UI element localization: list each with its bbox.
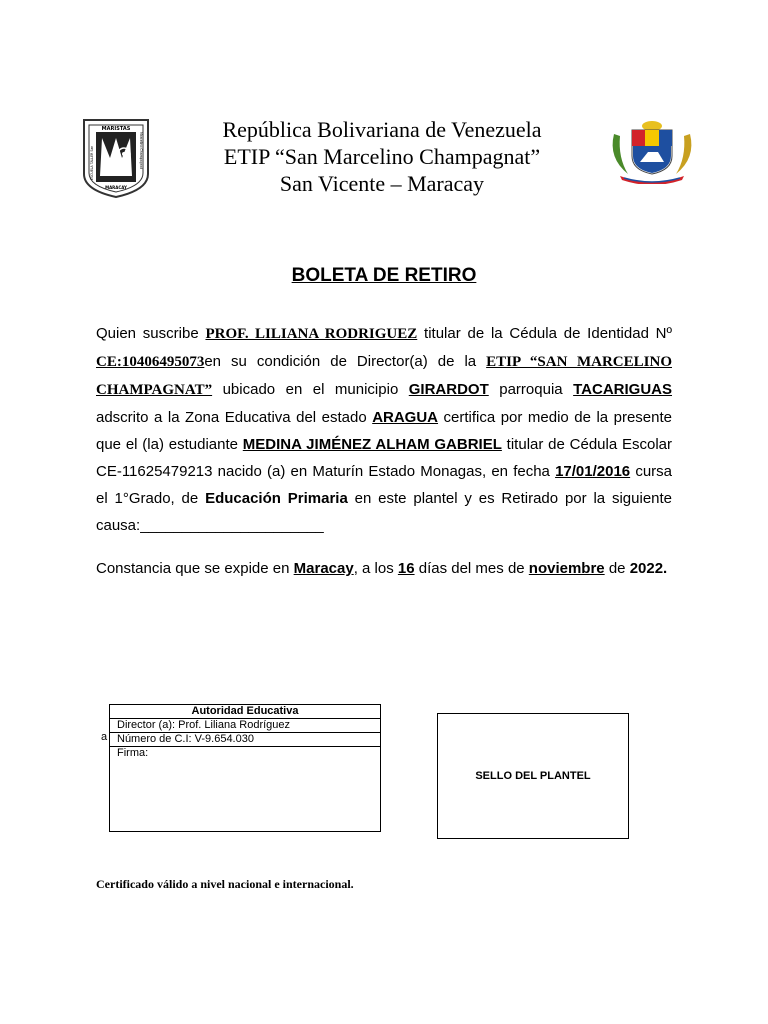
birth-date: 17/01/2016 (555, 463, 631, 480)
municipio: GIRARDOT (408, 381, 489, 398)
director-name: PROF. LILIANA RODRIGUEZ (205, 326, 418, 342)
svg-text:Marcelino Champagnat: Marcelino Champagnat (139, 132, 143, 169)
seal-label: SELLO DEL PLANTEL (475, 770, 591, 782)
svg-text:MARISTAS: MARISTAS (101, 126, 131, 132)
authority-table-header: Autoridad Educativa (110, 705, 380, 719)
document-header (160, 116, 604, 197)
issue-month: noviembre (528, 560, 605, 577)
director-id: CE:10406495073 (96, 354, 205, 370)
header-line-3: San Vicente – Maracay (279, 171, 485, 196)
footer-note: Certificado válido a nivel nacional e internacional. (96, 877, 354, 891)
header-line-2: ETIP “San Marcelino Champagnat” (223, 144, 541, 169)
certificate-body: Quien suscribe PROF. LILIANA RODRIGUEZ titular de la Cédula de Identidad Nº CE:10406495073en su condición de Director(a) de la ETIP “SAN MARCELINO CHAMPAGNAT” ubicado en el municipio GIRARDOT parroquia TACARIGUAS adscrito a la Zona Educativa del estado ARAGUA certifica por medio de la presente que el (la) estudiante MEDINA JIMÉNEZ ALHAM GABRIEL titular de Cédula Escolar CE-11625479213 nacido (a) en Maturín Estado Monagas, en fecha 17/01/2016 cursa el 1°Grado, de Educación Primaria en este plantel y es Retirado por la siguiente causa:______________________ (96, 325, 673, 534)
constancia-paragraph: Constancia que se expide en Maracay, a los 16 días del mes de noviembre de 2022. (96, 560, 668, 577)
issue-city: Maracay (293, 560, 354, 577)
seal-box (437, 713, 629, 839)
issue-day: 16 (397, 560, 415, 577)
student-name: MEDINA JIMÉNEZ ALHAM GABRIEL (242, 436, 502, 453)
svg-text:ESCUELA TALLER San: ESCUELA TALLER San (90, 145, 94, 180)
svg-text:MARACAY: MARACAY (105, 185, 127, 190)
authority-table (109, 704, 381, 832)
authority-ci: Número de C.I: V-9.654.030 (110, 733, 380, 747)
education-level: Educación Primaria (205, 490, 348, 507)
authority-signature: Firma: (117, 747, 149, 759)
coat-of-arms-icon (606, 118, 698, 184)
header-line-1: República Bolivariana de Venezuela (222, 117, 542, 142)
stray-character: a (101, 731, 108, 743)
authority-director: Director (a): Prof. Liliana Rodríguez (110, 719, 380, 733)
issue-year: 2022. (629, 560, 668, 577)
parroquia: TACARIGUAS (573, 381, 672, 398)
school-name: ETIP “SAN MARCELINO CHAMPAGNAT” (96, 354, 672, 398)
estado: ARAGUA (372, 409, 439, 426)
school-crest-logo (80, 118, 152, 198)
document-title: BOLETA DE RETIRO (291, 265, 477, 286)
